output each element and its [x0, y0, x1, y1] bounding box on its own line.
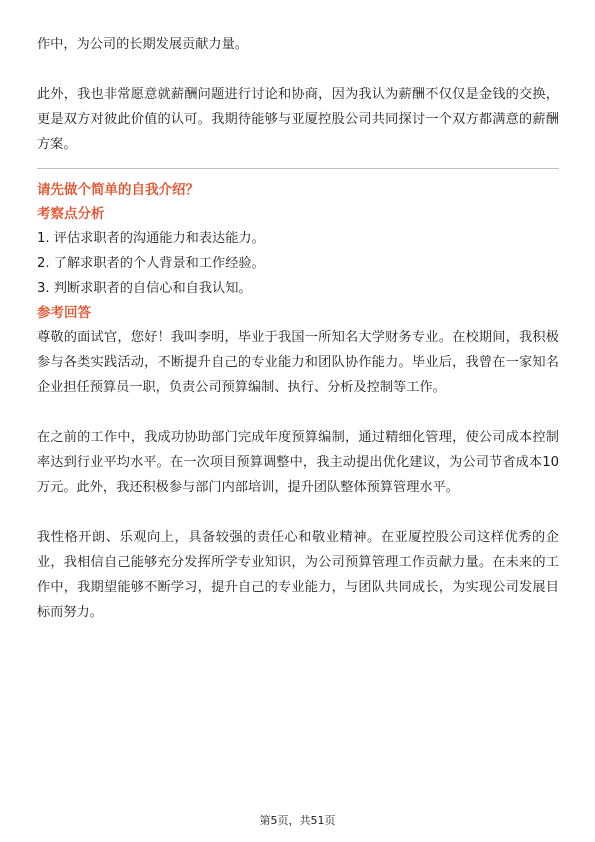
section-divider [37, 168, 559, 169]
paragraph-spacer [37, 400, 559, 425]
interview-question: 请先做个简单的自我介绍？ [37, 182, 199, 198]
analysis-point: 3. 判断求职者的自信心和自我认知。 [37, 281, 252, 296]
paragraph-spacer [37, 500, 559, 525]
analysis-point: 1. 评估求职者的沟通能力和表达能力。 [37, 231, 265, 246]
document-page [37, 32, 559, 625]
answer-heading: 参考回答 [37, 305, 91, 321]
answer-paragraph: 在之前的工作中，我成功协助部门完成年度预算编制，通过精细化管理，使公司成本控制率达到行业平均水平。在一次项目预算调整中，我主动提出优化建议，为公司节省成本10万元。此外，我还积极参与部门内部培训，提升团队整体预算管理水平。 [37, 430, 559, 495]
intro-paragraph-continuation: 作中，为公司的长期发展贡献力量。 [37, 37, 248, 52]
answer-paragraph: 我性格开朗、乐观向上，具备较强的责任心和敬业精神。在亚厦控股公司这样优秀的企业，我相信自己能够充分发挥所学专业知识，为公司预算管理工作贡献力量。在未来的工作中，我期望能够不断学习，提升自己的专业能力，与团队共同成长，为实现公司发展目标而努力。 [37, 530, 559, 620]
answer-paragraph: 尊敬的面试官，您好！我叫李明，毕业于我国一所知名大学财务专业。在校期间，我积极参与各类实践活动，不断提升自己的专业能力和团队协作能力。毕业后，我曾在一家知名企业担任预算员一职，负责公司预算编制、执行、分析及控制等工作。 [37, 330, 559, 395]
paragraph-spacer [37, 57, 559, 82]
analysis-heading: 考察点分析 [37, 206, 105, 222]
analysis-point: 2. 了解求职者的个人背景和工作经验。 [37, 256, 265, 271]
intro-paragraph-salary: 此外，我也非常愿意就薪酬问题进行讨论和协商，因为我认为薪酬不仅仅是金钱的交换，更是双方对彼此价值的认可。我期待能够与亚厦控股公司共同探讨一个双方都满意的薪酬方案。 [37, 87, 559, 152]
page-number-footer: 第5页，共51页 [259, 814, 336, 827]
